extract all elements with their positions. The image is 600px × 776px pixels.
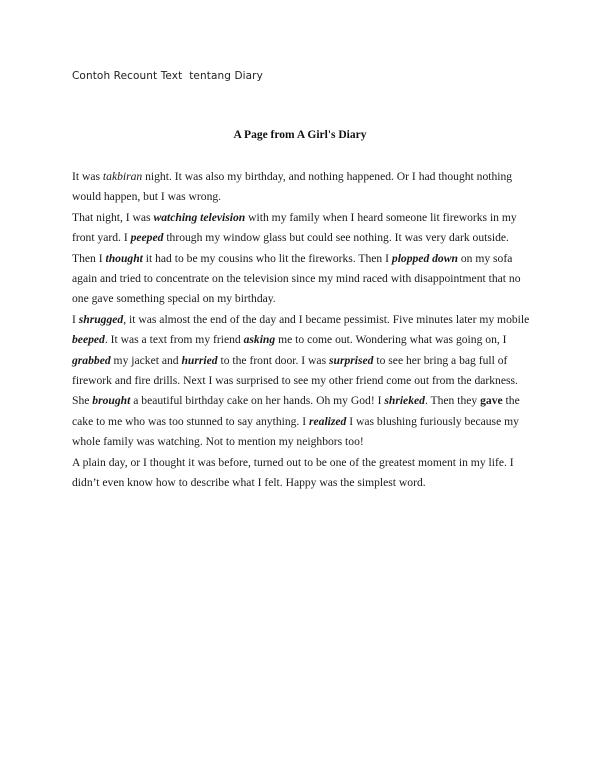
emphasized-verb: surprised (329, 353, 374, 367)
emphasized-verb: brought (92, 394, 131, 408)
emphasized-verb: grabbed (72, 353, 111, 367)
paragraph-text: . Then they (424, 394, 481, 408)
paragraph (72, 208, 534, 310)
paragraph-text: me to come out. Wondering what was going on, I (275, 333, 507, 347)
paragraph-text: the cake to me who was too stunned to say anything. I (72, 394, 520, 428)
paragraph-text: on my sofa again and tried to concentrate on the television since my mind raced with disappointment that no one gave something special on my birthday. (72, 251, 521, 306)
paragraph (72, 453, 534, 494)
diary-body (72, 167, 534, 494)
emphasized-verb: peeped (130, 231, 164, 245)
emphasized-verb: hurried (181, 353, 218, 367)
paragraph-text: . It was a text from my friend (104, 333, 244, 347)
emphasized-verb: realized (308, 414, 347, 428)
emphasized-verb: shrieked (384, 394, 425, 408)
paragraph-text: A plain day, or I thought it was before, turned out to be one of the greatest moment in my life. I didn’t even know how to describe what I felt. Happy was the simplest word. (72, 455, 514, 490)
emphasized-verb: watching television (153, 210, 246, 224)
emphasized-verb: asking (243, 333, 276, 347)
paragraph-text: a beautiful birthday cake on her hands. Oh my God! I (130, 394, 385, 408)
paragraph-text: , it was almost the end of the day and I became pessimist. Five minutes later my mobile (123, 312, 530, 326)
emphasized-verb: thought (105, 251, 143, 265)
emphasized-verb: takbiran (102, 170, 143, 183)
paragraph-text: night. It was also my birthday, and nothing happened. Or I had thought nothing would happen, but I was wrong. (72, 170, 513, 204)
paragraph-text: it had to be my cousins who lit the fireworks. Then I (142, 251, 392, 265)
emphasized-verb: plopped down (391, 251, 458, 265)
emphasized-verb: shrugged (78, 312, 124, 326)
emphasized-verb: beeped (72, 333, 105, 347)
paragraph-text: I (72, 312, 79, 326)
header-note: Contoh Recount Text tentang Diary (72, 70, 263, 82)
paragraph-text: I was blushing furiously because my whole family was watching. Not to mention my neighbors too! (72, 414, 519, 449)
paragraph-text: to see her bring a bag full of firework and fire drills. Next I was surprised to see my other friend come out from the darkness. She (72, 353, 518, 408)
paragraph-text: It was (72, 170, 103, 183)
paragraph-text: through my window glass but could see nothing. It was very dark outside. Then I (72, 231, 509, 265)
paragraph (72, 167, 534, 208)
paragraph-text: with my family when I heard someone lit fireworks in my front yard. I (72, 210, 517, 245)
emphasized-verb: gave (480, 394, 503, 408)
paragraph-text: That night, I was (72, 210, 154, 224)
document-title: A Page from A Girl's Diary (233, 129, 367, 141)
paragraph-text: my jacket and (110, 353, 182, 367)
paragraph-text: to the front door. I was (217, 353, 329, 367)
paragraph (72, 310, 534, 453)
